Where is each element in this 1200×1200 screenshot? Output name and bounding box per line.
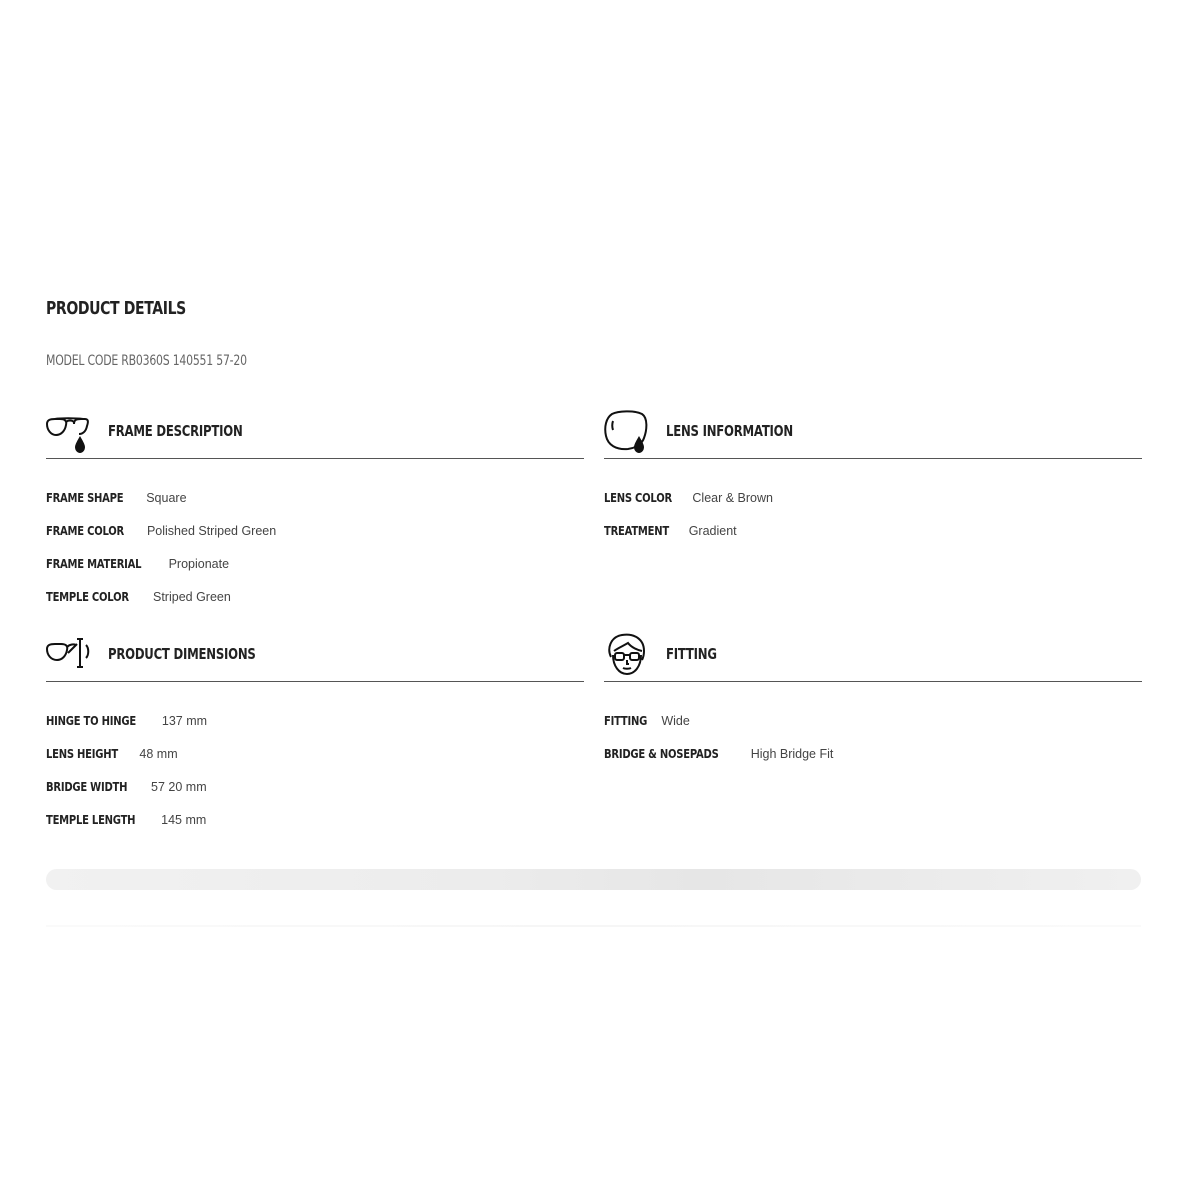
face-with-glasses-icon — [604, 633, 650, 677]
detail-row — [604, 704, 1142, 737]
detail-label: HINGE TO HINGE — [46, 713, 136, 728]
detail-label: FITTING — [604, 713, 648, 728]
lens-information-rows — [604, 481, 1142, 547]
detail-row — [46, 547, 584, 580]
detail-label: FRAME MATERIAL — [46, 556, 142, 571]
detail-row — [604, 737, 1142, 770]
detail-row — [46, 580, 584, 613]
detail-row — [604, 514, 1142, 547]
lens-information-title: LENS INFORMATION — [666, 422, 793, 440]
loading-placeholder-line — [46, 925, 1141, 927]
frame-description-section — [46, 410, 584, 613]
detail-value: Square — [146, 490, 187, 505]
loading-placeholder-bar — [46, 869, 1141, 890]
detail-label: LENS HEIGHT — [46, 746, 118, 761]
detail-label: BRIDGE WIDTH — [46, 779, 128, 794]
detail-row — [46, 514, 584, 547]
detail-label: FRAME COLOR — [46, 523, 124, 538]
lens-information-header — [604, 410, 1142, 459]
product-dimensions-title: PRODUCT DIMENSIONS — [108, 645, 256, 663]
detail-value: 48 mm — [139, 746, 178, 761]
page-title: PRODUCT DETAILS — [46, 298, 186, 319]
detail-row — [604, 481, 1142, 514]
detail-row — [46, 737, 584, 770]
fitting-title: FITTING — [666, 645, 717, 663]
fitting-header — [604, 633, 1142, 682]
product-dimensions-header — [46, 633, 584, 682]
product-dimensions-rows — [46, 704, 584, 836]
frame-description-header — [46, 410, 584, 459]
lens-information-section — [604, 410, 1142, 547]
detail-label: TREATMENT — [604, 523, 669, 538]
detail-label: TEMPLE COLOR — [46, 589, 129, 604]
detail-row — [46, 481, 584, 514]
detail-label: LENS COLOR — [604, 490, 672, 505]
frame-description-rows — [46, 481, 584, 613]
detail-label: TEMPLE LENGTH — [46, 812, 136, 827]
model-code: MODEL CODE RB0360S 140551 57-20 — [46, 353, 247, 369]
detail-row — [46, 803, 584, 836]
detail-value: Gradient — [688, 523, 737, 538]
aviator-glasses-drop-icon — [46, 410, 92, 454]
detail-value: 57 20 mm — [151, 779, 207, 794]
detail-value: Clear & Brown — [692, 490, 773, 505]
detail-value: 137 mm — [161, 713, 208, 728]
fitting-rows — [604, 704, 1142, 770]
detail-value: Polished Striped Green — [146, 523, 277, 538]
product-dimensions-section — [46, 633, 584, 836]
detail-value: Wide — [661, 713, 690, 728]
frame-description-title: FRAME DESCRIPTION — [108, 422, 243, 440]
detail-row — [46, 704, 584, 737]
glasses-measure-icon — [46, 633, 92, 677]
detail-label: FRAME SHAPE — [46, 490, 124, 505]
detail-label: BRIDGE & NOSEPADS — [604, 746, 719, 761]
detail-value: Propionate — [168, 556, 230, 571]
detail-value: Striped Green — [153, 589, 231, 604]
fitting-section — [604, 633, 1142, 770]
detail-value: High Bridge Fit — [750, 746, 834, 761]
lens-drop-icon — [604, 410, 650, 454]
detail-value: 145 mm — [161, 812, 207, 827]
detail-row — [46, 770, 584, 803]
